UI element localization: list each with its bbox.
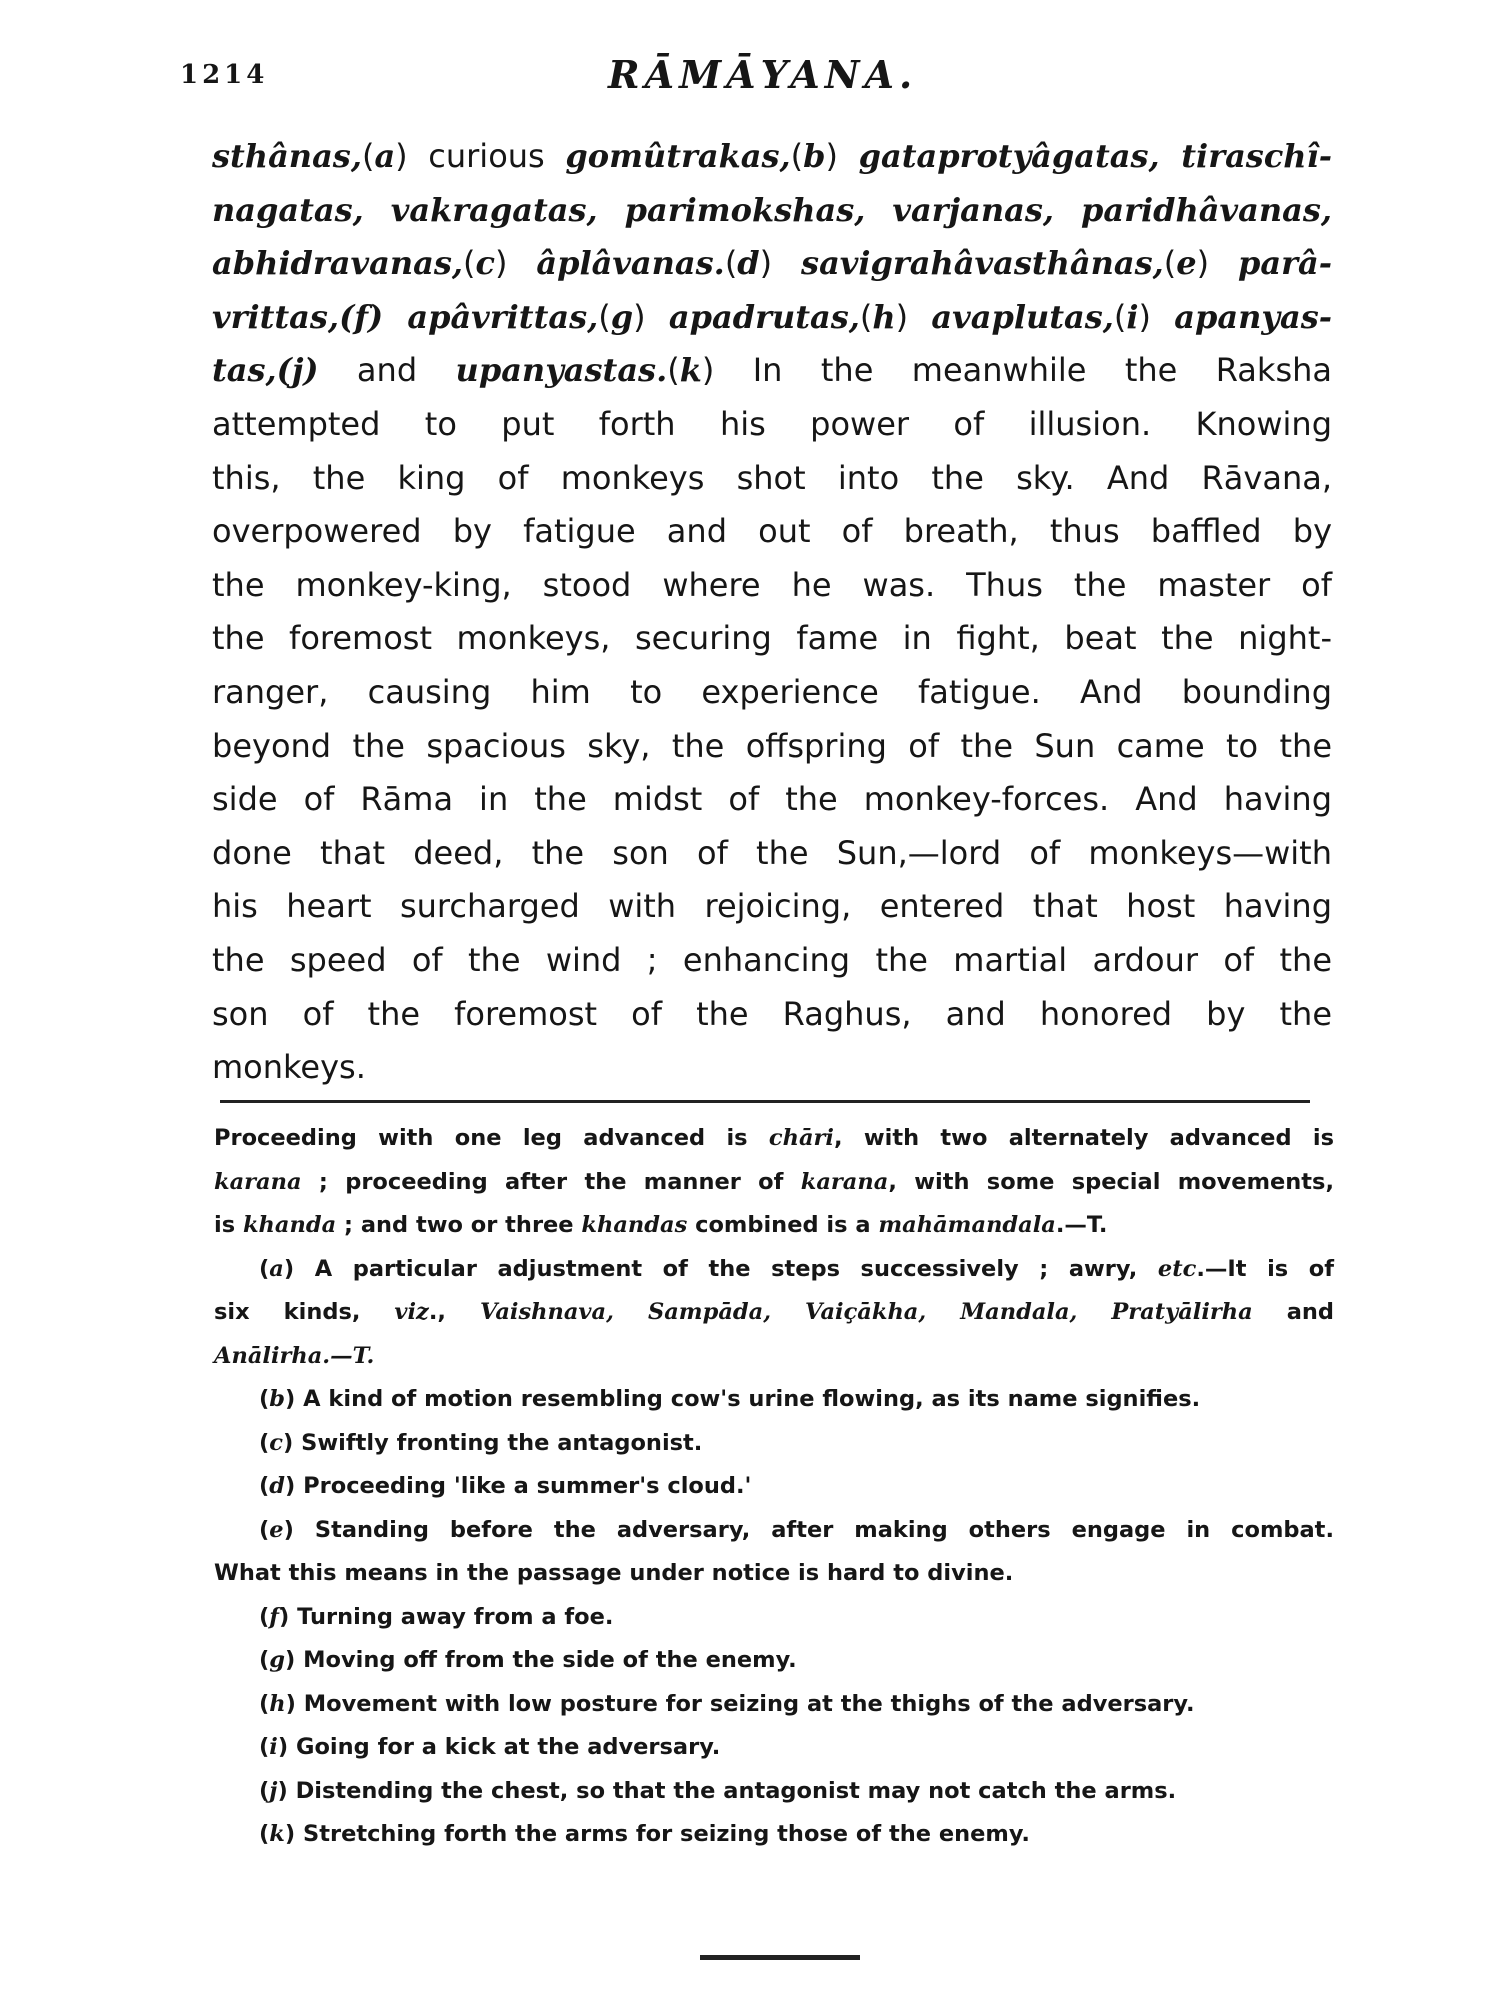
running-title: RĀMĀYANA.: [608, 52, 918, 97]
text-line: beyond the spacious sky, the offspring of the Sun came to the: [212, 726, 1332, 765]
text-line: monkeys.: [212, 1048, 366, 1087]
footnote-line: (j) Distending the chest, so that the antagonist may not catch the arms.: [259, 1777, 1177, 1804]
footnote-line: (k) Stretching forth the arms for seizing those of the enemy.: [259, 1821, 1030, 1847]
footnote-line: What this means in the passage under notice is hard to divine.: [214, 1560, 1014, 1586]
footnote-line: (e) Standing before the adversary, after making others engage in combat.: [259, 1516, 1334, 1543]
footnote-line: is khanda ; and two or three khandas combined is a mahāmandala.—T.: [214, 1212, 1108, 1238]
footnote-line: (b) A kind of motion resembling cow's urine flowing, as its name signifies.: [259, 1386, 1201, 1412]
text-line: nagatas, vakragatas, parimokshas, varjanas, paridhâvanas,: [212, 190, 1332, 229]
text-line: this, the king of monkeys shot into the sky. And Rāvana,: [212, 458, 1332, 497]
footnote-line: (c) Swiftly fronting the antagonist.: [259, 1429, 703, 1456]
text-line: abhidravanas,(c) âplâvanas.(d) savigrahâvasthânas,(e) parâ-: [212, 244, 1332, 283]
text-line: son of the foremost of the Raghus, and honored by the: [212, 994, 1332, 1033]
text-line: overpowered by fatigue and out of breath, thus baffled by: [212, 512, 1332, 551]
footnote-line: (a) A particular adjustment of the steps successively ; awry, etc.—It is of: [259, 1255, 1334, 1282]
page-header: [0, 52, 1500, 102]
end-rule: [700, 1955, 860, 1960]
footnote-line: (h) Movement with low posture for seizing at the thighs of the adversary.: [259, 1690, 1195, 1717]
footnote-line: Proceeding with one leg advanced is chāri, with two alternately advanced is: [214, 1125, 1334, 1151]
footnote-line: Anālirha.—T.: [214, 1342, 375, 1369]
text-line: the foremost monkeys, securing fame in fight, beat the night-: [212, 619, 1332, 658]
main-text: [212, 130, 1332, 1095]
text-line: attempted to put forth his power of illusion. Knowing: [212, 404, 1332, 443]
footnote-line: six kinds, viz., Vaishnava, Sampāda, Vaiçākha, Mandala, Pratyālirha and: [214, 1299, 1335, 1325]
footnote-line: (i) Going for a kick at the adversary.: [259, 1734, 721, 1760]
footnote-line: (f) Turning away from a foe.: [259, 1603, 614, 1630]
footnote-line: (g) Moving off from the side of the enemy.: [259, 1647, 797, 1673]
text-line: tas,(j) and upanyastas.(k) In the meanwhile the Raksha: [212, 351, 1333, 390]
text-line: vrittas,(f) apâvrittas,(g) apadrutas,(h) avaplutas,(i) apanyas-: [212, 297, 1333, 336]
footnote-line: (d) Proceeding 'like a summer's cloud.': [259, 1473, 752, 1499]
text-line: side of Rāma in the midst of the monkey-forces. And having: [212, 780, 1332, 819]
text-line: sthânas,(a) curious gomûtrakas,(b) gataprotyâgatas, tiraschî-: [212, 137, 1333, 175]
text-line: ranger, causing him to experience fatigue. And bounding: [212, 672, 1332, 711]
text-line: the monkey-king, stood where he was. Thus the master of: [212, 565, 1332, 604]
text-line: the speed of the wind ; enhancing the martial ardour of the: [212, 940, 1332, 979]
footnote-divider: [220, 1100, 1310, 1103]
text-line: done that deed, the son of the Sun,—lord of monkeys—with: [212, 833, 1332, 872]
footnote-line: karana ; proceeding after the manner of karana, with some special movements,: [214, 1168, 1334, 1195]
footnotes: [214, 1117, 1334, 1857]
text-line: his heart surcharged with rejoicing, entered that host having: [212, 887, 1332, 926]
page-number: 1214: [180, 60, 269, 90]
